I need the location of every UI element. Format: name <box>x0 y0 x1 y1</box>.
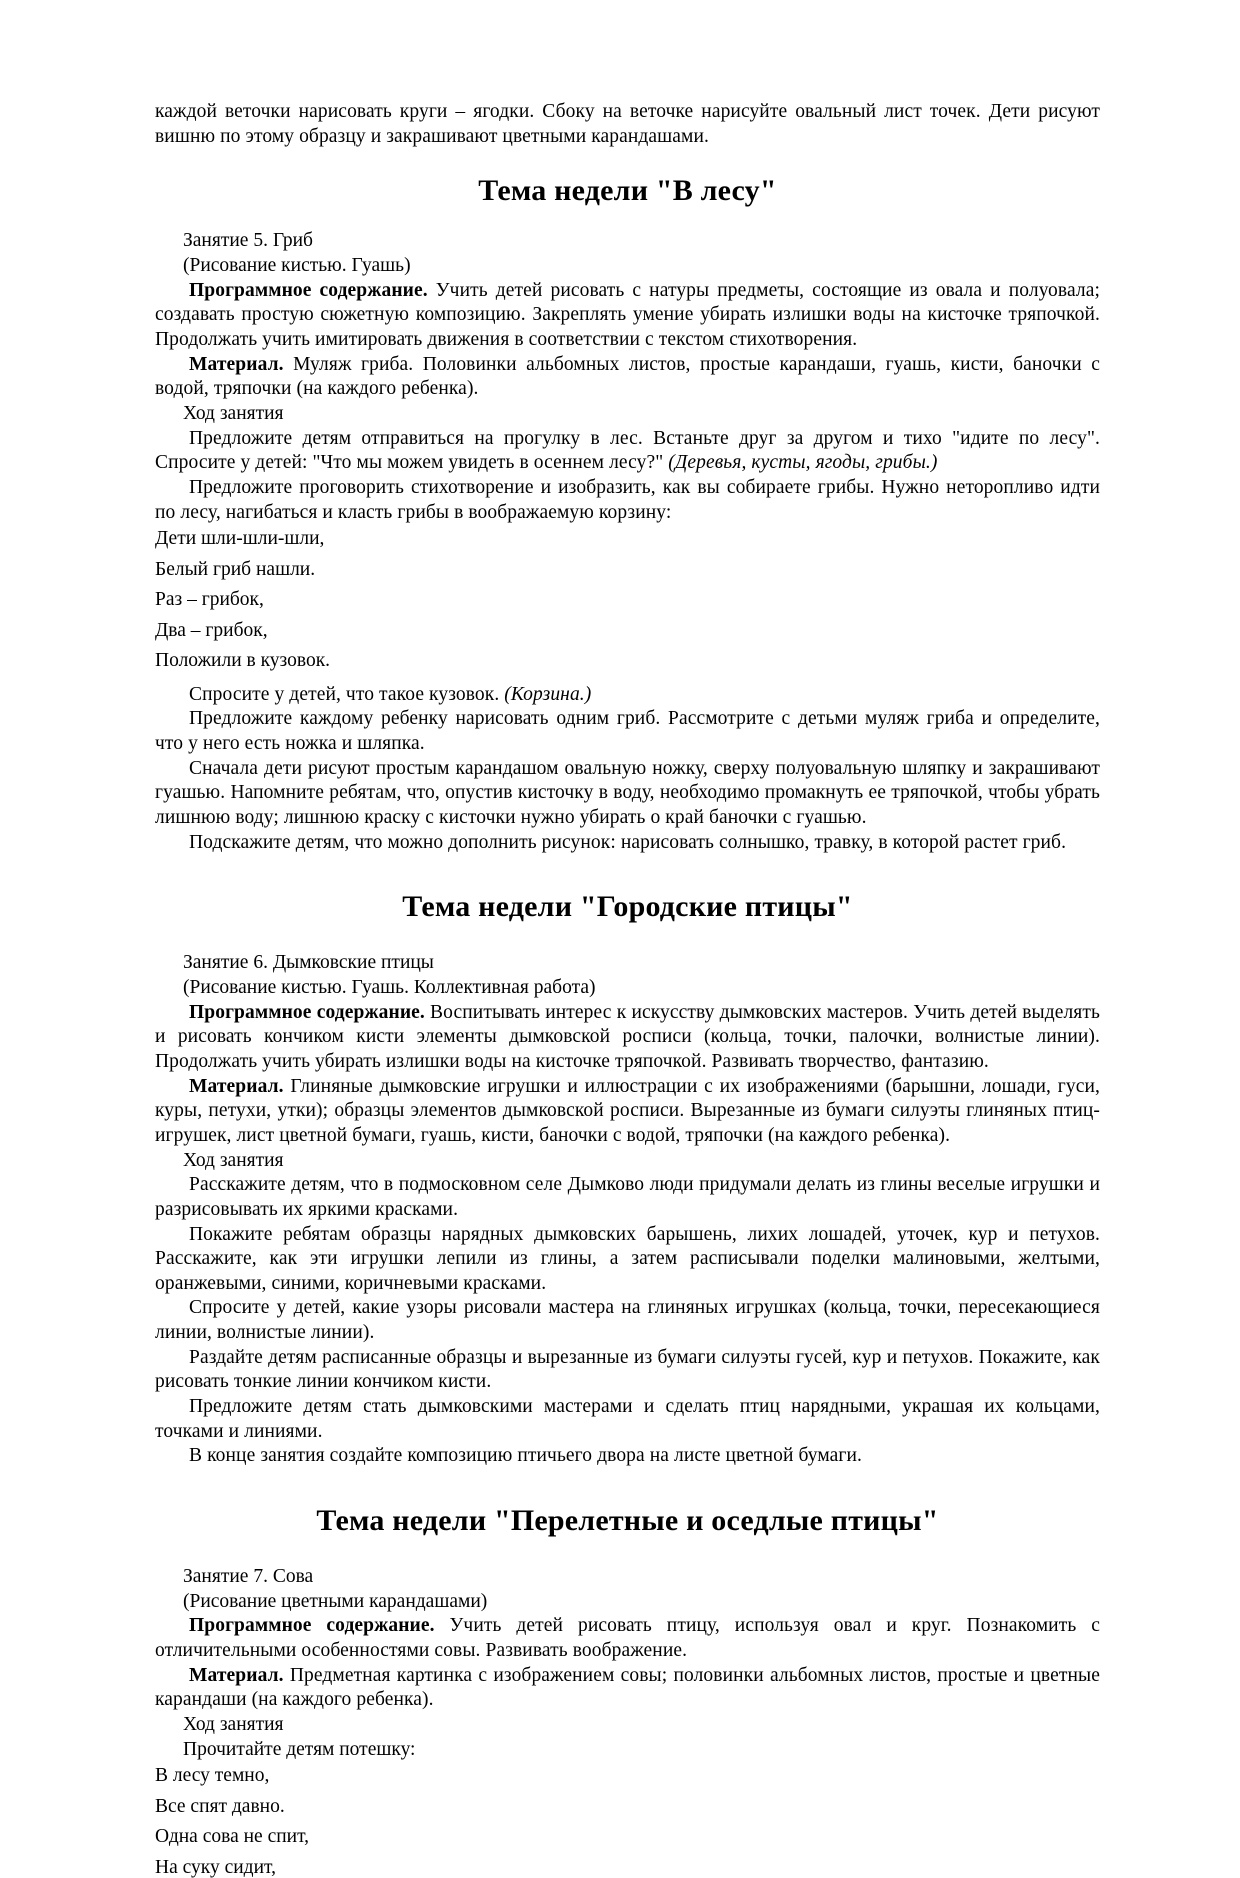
lesson-step-6-1: Расскажите детям, что в подмосковном селе Дымково люди придумали делать из глины веселые игрушки и разрисовывать их яркими красками. <box>155 1174 1100 1220</box>
lesson-step-6-3: Спросите у детей, какие узоры рисовали мастера на глиняных игрушках (кольца, точки, пересекающиеся линии, волнистые линии). <box>155 1297 1100 1344</box>
program-label-5: Программное содержание. <box>189 279 428 301</box>
verse-line: Все спят давно. <box>155 1795 285 1817</box>
section-heading-v-lesu: Тема недели "В лесу" <box>478 174 777 208</box>
lesson-title-7: Занятие 7. Сова <box>183 1566 314 1588</box>
course-label-5: Ход занятия <box>183 402 284 424</box>
verse-spacer <box>155 671 1100 683</box>
program-text-7: Учить детей рисовать птицу, используя овал и круг. Познакомить с отличительными особенностями совы. Развивать воображение. <box>155 1615 1100 1662</box>
lesson-step-5-6: Подскажите детям, что можно дополнить рисунок: нарисовать солнышко, травку, в которой растет гриб. <box>189 831 1067 853</box>
lesson-media-6: (Рисование кистью. Гуашь. Коллективная работа) <box>183 976 596 998</box>
program-label-7: Программное содержание. <box>189 1615 435 1637</box>
lesson-step-5-2-text: Предложите проговорить стихотворение и изобразить, как вы собираете грибы. Нужно неторопливо идти по лесу, нагибаться и класть грибы в воображаемую корзину: <box>155 476 1100 523</box>
lesson-step-5-4: Предложите каждому ребенку нарисовать одним гриб. Рассмотрите с детьми муляж гриба и определите, что у него есть ножка и шляпка. <box>155 708 1100 754</box>
verse-line: В лесу темно, <box>155 1765 270 1787</box>
lesson-step-5-3-text: Спросите у детей, что такое кузовок. <box>189 683 505 705</box>
verse-line: Одна сова не спит, <box>155 1826 310 1848</box>
lesson-step-5-1-italic: (Деревья, кусты, ягоды, грибы.) <box>668 452 938 474</box>
lesson-step-5-1 <box>155 427 1100 476</box>
lesson-media-7: (Рисование цветными карандашами) <box>183 1590 488 1612</box>
verse-line: Дети шли-шли-шли, <box>155 528 325 550</box>
material-label-6: Материал. <box>189 1075 284 1097</box>
course-label-7: Ход занятия <box>183 1714 284 1735</box>
lesson-step-5-3-italic: (Корзина.) <box>504 683 592 705</box>
material-label-5: Материал. <box>189 353 284 375</box>
material-text-7: Предметная картинка с изображением совы; половинки альбомных листов, простые и цветные карандаши (на каждого ребенка). <box>155 1664 1100 1711</box>
potyeshka-intro: Прочитайте детям потешку: <box>183 1738 416 1760</box>
program-text-6: Воспитывать интерес к искусству дымковских мастеров. Учить детей выделять и рисовать кончиком кисти элементы дымковской росписи (кольца, точки, палочки, волнистые линии). Продолжать учить убирать излишки воды на кисточке тряпочкой. Развивать творчество, фантазию. <box>155 1001 1100 1072</box>
lesson-step-5-5: Сначала дети рисуют простым карандашом овальную ножку, сверху полуовальную шляпку и закрашивают гуашью. Напомните ребятам, что, опустив кисточку в воду, необходимо промакнуть ее тряпочкой, чтобы убрать лишнюю воду; лишнюю краску с кисточки нужно убирать о край баночки с гуашью. <box>155 757 1100 828</box>
section-heading-pereletnye-pticy: Тема недели "Перелетные и оседлые птицы" <box>316 1504 939 1538</box>
program-content-6 <box>155 1001 1100 1075</box>
lesson-step-6-4: Раздайте детям расписанные образцы и вырезанные из бумаги силуэты гусей, кур и петухов. Покажите, как рисовать тонкие линии кончиком кисти. <box>155 1346 1100 1393</box>
material-6 <box>155 1075 1100 1149</box>
material-text-5: Муляж гриба. Половинки альбомных листов, простые карандаши, гуашь, кисти, баночки с водой, тряпочки (на каждого ребенка). <box>155 353 1100 400</box>
material-7 <box>155 1664 1100 1713</box>
verse-line: Раз – грибок, <box>155 589 264 611</box>
section-heading-gorodskie-pticy: Тема недели "Городские птицы" <box>402 890 853 924</box>
program-content-7 <box>155 1614 1100 1663</box>
lesson-step-6-2: Покажите ребятам образцы нарядных дымковских барышень, лихих лошадей, уточек, кур и петухов. Расскажите, как эти игрушки лепили из глины, а затем расписывали поделки малиновыми, желтыми, оранжевыми, синими, коричневыми красками. <box>155 1223 1100 1294</box>
verse-line: Два – грибок, <box>155 619 268 641</box>
lesson-step-5-2 <box>155 476 1100 525</box>
material-label-7: Материал. <box>189 1664 284 1686</box>
course-label-6: Ход занятия <box>183 1149 284 1171</box>
intro-paragraph: каждой веточки нарисовать круги – ягодки. Сбоку на веточке нарисуйте овальный лист точек. Дети рисуют вишню по этому образцу и закрашивают цветными карандашами. <box>155 101 1100 147</box>
lesson-title-6: Занятие 6. Дымковские птицы <box>183 952 434 974</box>
material-text-6: Глиняные дымковские игрушки и иллюстрации с их изображениями (барышни, лошади, гуси, куры, петухи, утки); образцы элементов дымковской росписи. Вырезанные из бумаги силуэты глиняных птиц-игрушек, лист цветной бумаги, гуашь, кисти, баночки с водой, тряпочки (на каждого ребенка). <box>155 1075 1100 1146</box>
lesson-media-5: (Рисование кистью. Гуашь) <box>183 254 411 276</box>
verse-line: Положили в кузовок. <box>155 650 331 672</box>
program-label-6: Программное содержание. <box>189 1001 425 1023</box>
lesson-step-5-1-text: Предложите детям отправиться на прогулку в лес. Встаньте друг за другом и тихо "идите по лесу". Спросите у детей: "Что мы можем увидеть в осеннем лесу?" <box>155 427 1100 474</box>
lesson-step-6-5: Предложите детям стать дымковскими мастерами и сделать птиц нарядными, украшая их кольцами, точками и линиями. <box>155 1396 1100 1442</box>
verse-line: На суку сидит, <box>155 1856 276 1878</box>
lesson-step-6-6: В конце занятия создайте композицию птичьего двора на листе цветной бумаги. <box>189 1445 863 1467</box>
verse-line: Белый гриб нашли. <box>155 558 316 580</box>
lesson-title-5: Занятие 5. Гриб <box>183 230 313 252</box>
program-content-5 <box>155 279 1100 353</box>
lesson-step-5-3 <box>155 683 1100 708</box>
program-text-5: Учить детей рисовать с натуры предметы, состоящие из овала и полуовала; создавать простую сюжетную композицию. Закреплять умение убирать излишки воды на кисточке тряпочкой. Продолжать учить имитировать движения в соответствии с текстом стихотворения. <box>155 279 1100 350</box>
material-5 <box>155 353 1100 402</box>
